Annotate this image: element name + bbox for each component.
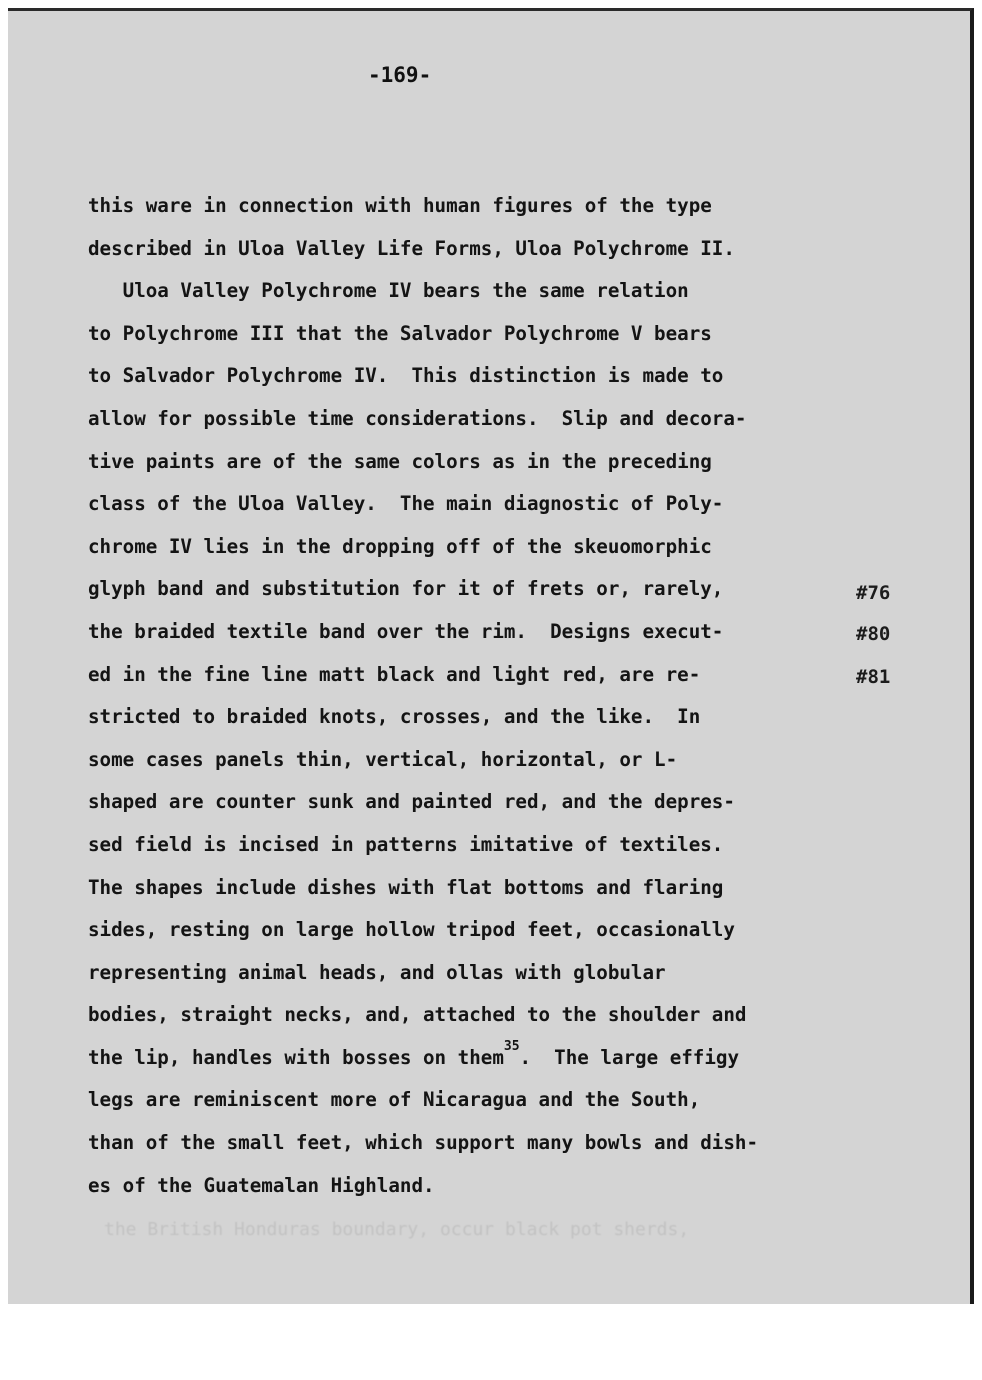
text-line: sed field is incised in patterns imitative of textiles.: [88, 832, 724, 856]
text-line: class of the Uloa Valley. The main diagnostic of Poly-: [88, 492, 724, 516]
text-line-with-footnote: [88, 1037, 848, 1080]
text-line: to Polychrome III that the Salvador Polychrome V bears: [88, 321, 712, 345]
margin-note: #81: [856, 666, 891, 688]
text-line: chrome IV lies in the dropping off of the skeuomorphic: [88, 534, 712, 558]
margin-note: #76: [856, 582, 891, 604]
text-line: tive paints are of the same colors as in the preceding: [88, 449, 712, 473]
body-text: [88, 185, 848, 1207]
text-line: es of the Guatemalan Highland.: [88, 1173, 435, 1197]
text-line: to Salvador Polychrome IV. This distinction is made to: [88, 364, 724, 388]
page-number: -169-: [368, 63, 432, 87]
text-line: this ware in connection with human figures of the type: [88, 194, 712, 217]
text-line: legs are reminiscent more of Nicaragua and the South,: [88, 1088, 701, 1112]
text-line: representing animal heads, and ollas with globular: [88, 960, 666, 984]
document-page: [8, 8, 974, 1304]
text-line: ed in the fine line matt black and light red, are re-: [88, 662, 701, 686]
text-line: allow for possible time considerations. Slip and decora-: [88, 406, 747, 430]
text-line: glyph band and substitution for it of frets or, rarely,: [88, 577, 724, 601]
text-line: some cases panels thin, vertical, horizontal, or L-: [88, 747, 678, 771]
text-line: the braided textile band over the rim. Designs execut-: [88, 619, 724, 643]
text-line: stricted to braided knots, crosses, and the like. In: [88, 705, 701, 729]
line-text-tail: . The large effigy: [519, 1045, 740, 1069]
text-line: sides, resting on large hollow tripod feet, occasionally: [88, 918, 735, 942]
text-line: The shapes include dishes with flat bottoms and flaring: [88, 875, 724, 899]
text-line: than of the small feet, which support many bowls and dish-: [88, 1131, 759, 1155]
text-line: Uloa Valley Polychrome IV bears the same relation: [88, 279, 689, 303]
text-line: described in Uloa Valley Life Forms, Uloa Polychrome II.: [88, 236, 735, 260]
margin-note: #80: [856, 623, 891, 645]
footnote-superscript: 35: [503, 1038, 520, 1054]
line-text: the lip, handles with bosses on them: [88, 1045, 504, 1069]
text-line: shaped are counter sunk and painted red, and the depres-: [88, 790, 735, 814]
bleed-through-text: the British Honduras boundary, occur black pot sherds,: [104, 1219, 690, 1240]
text-line: bodies, straight necks, and, attached to the shoulder and: [88, 1003, 747, 1027]
